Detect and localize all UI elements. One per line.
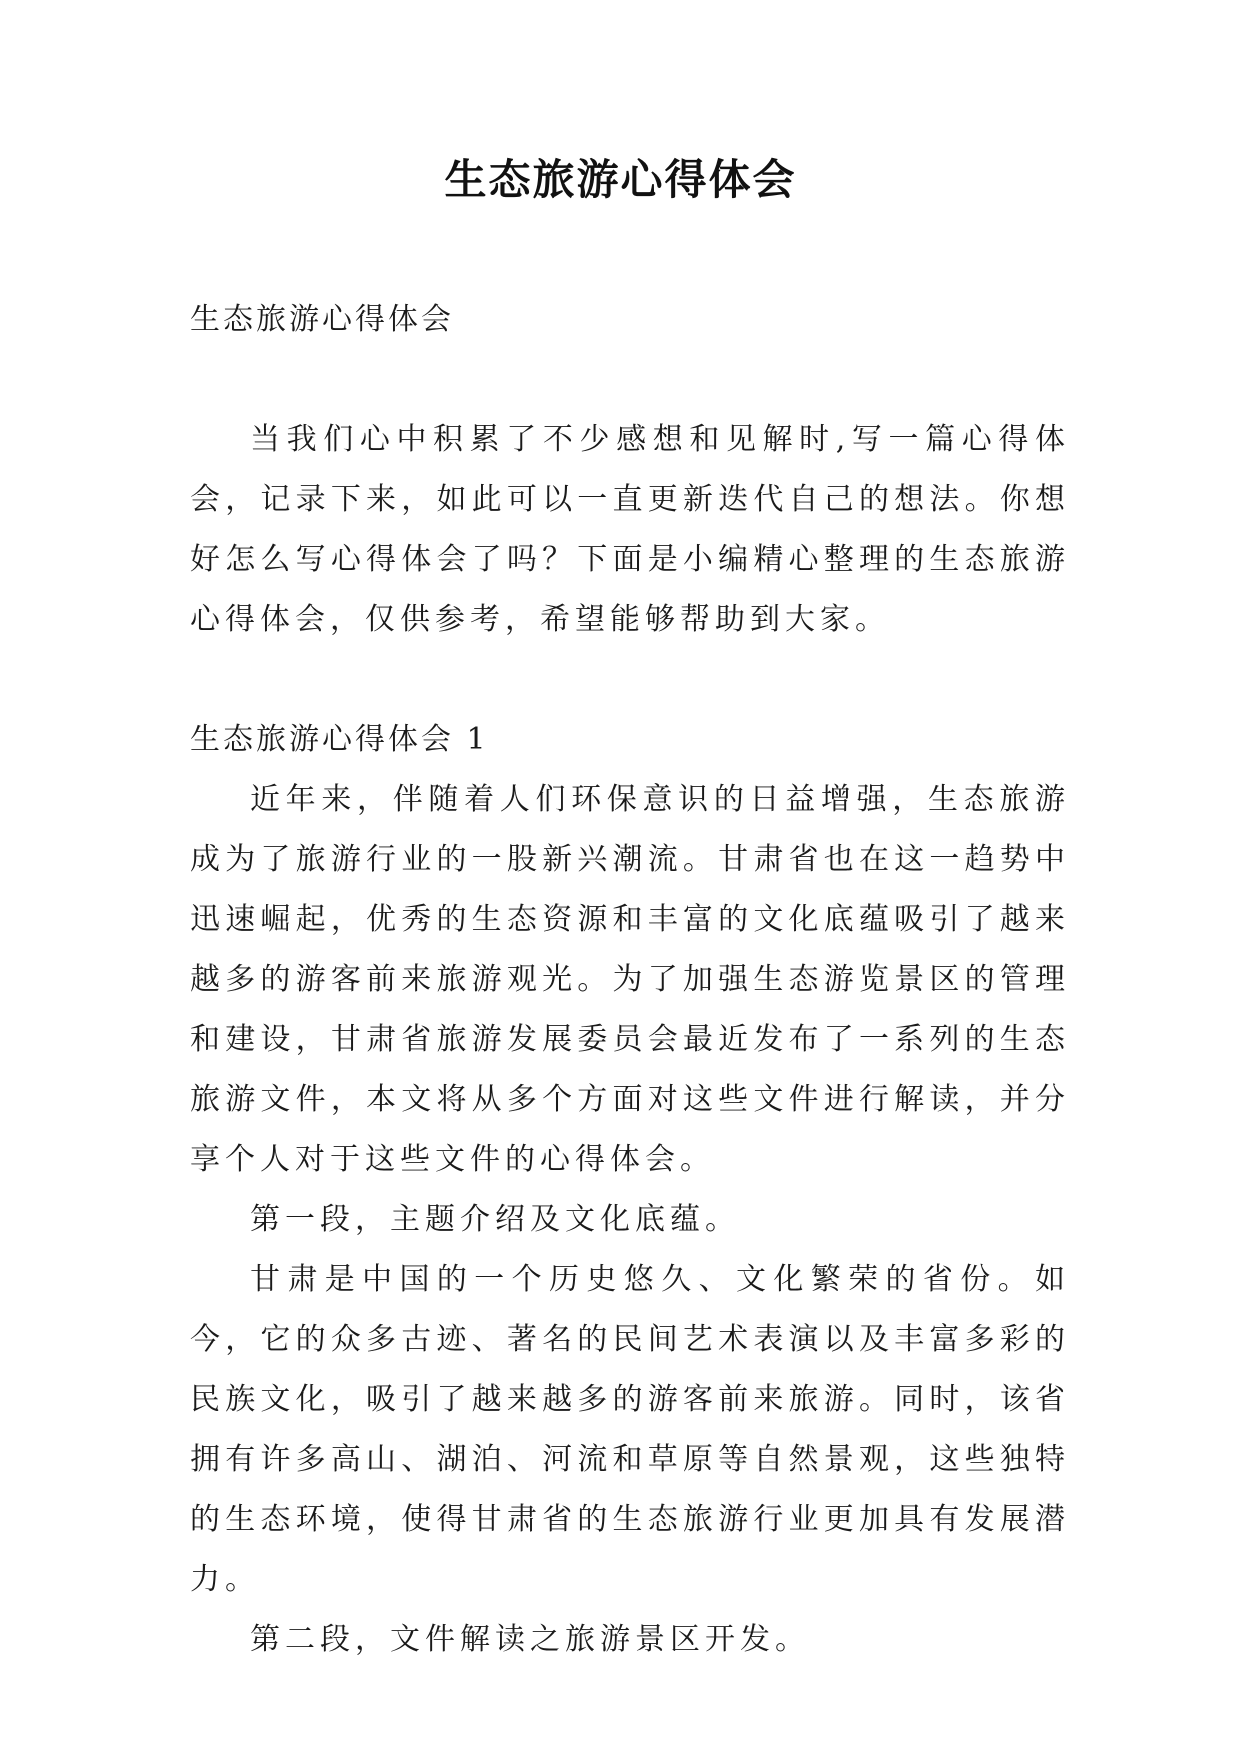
body-paragraph: 甘肃是中国的一个历史悠久、文化繁荣的省份。如今，它的众多古迹、著名的民间艺术表演以及丰富多彩的民族文化，吸引了越来越多的游客前来旅游。同时，该省拥有许多高山、湖泊、河流和草原等自然景观，这些独特的生态环境，使得甘肃省的生态旅游行业更加具有发展潜力。	[190, 1262, 1070, 1597]
document-body	[190, 290, 1070, 1670]
body-paragraph: 近年来，伴随着人们环保意识的日益增强，生态旅游成为了旅游行业的一股新兴潮流。甘肃省也在这一趋势中迅速崛起，优秀的生态资源和丰富的文化底蕴吸引了越来越多的游客前来旅游观光。为了加强生态游览景区的管理和建设，甘肃省旅游发展委员会最近发布了一系列的生态旅游文件，本文将从多个方面对这些文件进行解读，并分享个人对于这些文件的心得体会。	[190, 782, 1070, 1177]
document-title: 生态旅游心得体会	[444, 155, 797, 204]
body-paragraph: 第二段，文件解读之旅游景区开发。	[250, 1622, 810, 1657]
document-subtitle: 生态旅游心得体会	[190, 302, 454, 337]
spacer	[190, 650, 1070, 710]
body-paragraph: 第一段，主题介绍及文化底蕴。	[250, 1202, 740, 1237]
section-heading: 生态旅游心得体会 1	[190, 722, 489, 757]
spacer	[190, 350, 1070, 410]
intro-paragraph: 当我们心中积累了不少感想和见解时,写一篇心得体会，记录下来，如此可以一直更新迭代自己的想法。你想好怎么写心得体会了吗？下面是小编精心整理的生态旅游心得体会，仅供参考，希望能够帮助到大家。	[190, 422, 1070, 637]
